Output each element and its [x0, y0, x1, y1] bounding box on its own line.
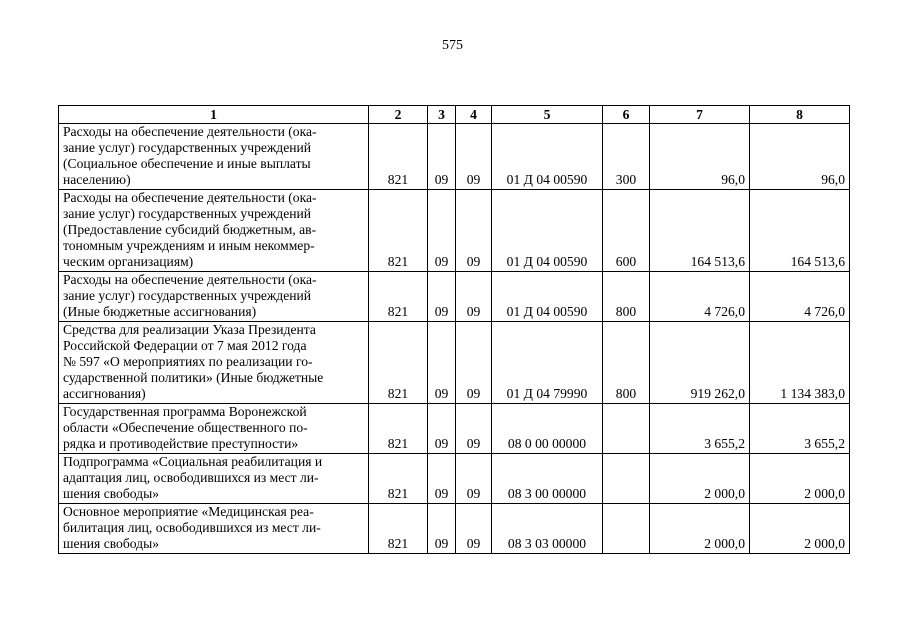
description-line: зание услуг) государственных учреждений: [63, 140, 312, 155]
description-line: Основное мероприятие «Медицинская реа-: [63, 504, 314, 519]
section-code: 09: [428, 454, 456, 504]
header-cell: 3: [428, 106, 456, 124]
header-cell: 1: [59, 106, 369, 124]
description-line: ассигнования): [63, 386, 146, 401]
expense-type-code: [603, 504, 650, 554]
ministry-code: 821: [369, 124, 428, 190]
table-row: [59, 272, 850, 322]
subsection-code: 09: [456, 454, 492, 504]
subsection-code: 09: [456, 322, 492, 404]
header-row: [59, 106, 850, 124]
target-article-code: 08 0 00 00000: [492, 404, 603, 454]
target-article-code: 08 3 03 00000: [492, 504, 603, 554]
target-article-code: 01 Д 04 00590: [492, 190, 603, 272]
description-line: зание услуг) государственных учреждений: [63, 288, 312, 303]
description-line: шения свободы»: [63, 536, 160, 551]
description-line: Подпрограмма «Социальная реабилитация и: [63, 454, 323, 469]
amount-col8: 96,0: [750, 124, 850, 190]
description-line: № 597 «О мероприятиях по реализации го-: [63, 354, 313, 369]
amount-col8: 4 726,0: [750, 272, 850, 322]
table-row: [59, 454, 850, 504]
table-row: [59, 124, 850, 190]
expense-type-code: [603, 454, 650, 504]
ministry-code: 821: [369, 272, 428, 322]
ministry-code: 821: [369, 404, 428, 454]
description-line: (Иные бюджетные ассигнования): [63, 304, 257, 319]
header-cell: 4: [456, 106, 492, 124]
description-line: Российской Федерации от 7 мая 2012 года: [63, 338, 307, 353]
subsection-code: 09: [456, 504, 492, 554]
expense-description: [59, 124, 369, 190]
description-line: области «Обеспечение общественного по-: [63, 420, 308, 435]
ministry-code: 821: [369, 504, 428, 554]
target-article-code: 01 Д 04 00590: [492, 272, 603, 322]
expense-description: [59, 272, 369, 322]
description-line: билитация лиц, освободившихся из мест ли-: [63, 520, 321, 535]
section-code: 09: [428, 404, 456, 454]
target-article-code: 01 Д 04 00590: [492, 124, 603, 190]
description-line: шения свободы»: [63, 486, 160, 501]
description-line: тономным учреждениям и иным некоммер-: [63, 238, 315, 253]
amount-col7: 3 655,2: [650, 404, 750, 454]
amount-col7: 164 513,6: [650, 190, 750, 272]
expense-type-code: 300: [603, 124, 650, 190]
description-line: зание услуг) государственных учреждений: [63, 206, 312, 221]
page-number: 575: [442, 38, 463, 53]
expense-type-code: 600: [603, 190, 650, 272]
subsection-code: 09: [456, 124, 492, 190]
target-article-code: 08 3 00 00000: [492, 454, 603, 504]
description-line: Расходы на обеспечение деятельности (ока-: [63, 190, 317, 205]
amount-col7: 2 000,0: [650, 454, 750, 504]
section-code: 09: [428, 124, 456, 190]
description-line: Средства для реализации Указа Президента: [63, 322, 316, 337]
amount-col8: 3 655,2: [750, 404, 850, 454]
section-code: 09: [428, 504, 456, 554]
header-cell: 2: [369, 106, 428, 124]
expense-description: [59, 322, 369, 404]
description-line: (Предоставление субсидий бюджетным, ав-: [63, 222, 317, 237]
ministry-code: 821: [369, 322, 428, 404]
description-line: Расходы на обеспечение деятельности (ока-: [63, 272, 317, 287]
amount-col8: 2 000,0: [750, 504, 850, 554]
expense-description: [59, 454, 369, 504]
section-code: 09: [428, 190, 456, 272]
expense-description: [59, 190, 369, 272]
expense-description: [59, 404, 369, 454]
description-line: ческим организациям): [63, 254, 194, 269]
section-code: 09: [428, 272, 456, 322]
subsection-code: 09: [456, 272, 492, 322]
ministry-code: 821: [369, 190, 428, 272]
expense-type-code: [603, 404, 650, 454]
amount-col7: 4 726,0: [650, 272, 750, 322]
amount-col8: 1 134 383,0: [750, 322, 850, 404]
subsection-code: 09: [456, 190, 492, 272]
table-row: [59, 190, 850, 272]
amount-col8: 164 513,6: [750, 190, 850, 272]
target-article-code: 01 Д 04 79990: [492, 322, 603, 404]
description-line: рядка и противодействие преступности»: [63, 436, 299, 451]
expense-type-code: 800: [603, 272, 650, 322]
expense-description: [59, 504, 369, 554]
description-line: сударственной политики» (Иные бюджетные: [63, 370, 324, 385]
description-line: населению): [63, 172, 131, 187]
description-line: адаптация лиц, освободившихся из мест ли-: [63, 470, 319, 485]
description-line: Государственная программа Воронежской: [63, 404, 307, 419]
description-line: Расходы на обеспечение деятельности (ока-: [63, 124, 317, 139]
amount-col8: 2 000,0: [750, 454, 850, 504]
subsection-code: 09: [456, 404, 492, 454]
header-cell: 6: [603, 106, 650, 124]
amount-col7: 96,0: [650, 124, 750, 190]
header-cell: 8: [750, 106, 850, 124]
description-line: (Социальное обеспечение и иные выплаты: [63, 156, 311, 171]
budget-table: [58, 105, 850, 554]
section-code: 09: [428, 322, 456, 404]
table-row: [59, 504, 850, 554]
ministry-code: 821: [369, 454, 428, 504]
table-row: [59, 322, 850, 404]
amount-col7: 919 262,0: [650, 322, 750, 404]
amount-col7: 2 000,0: [650, 504, 750, 554]
header-cell: 7: [650, 106, 750, 124]
table-row: [59, 404, 850, 454]
header-cell: 5: [492, 106, 603, 124]
expense-type-code: 800: [603, 322, 650, 404]
